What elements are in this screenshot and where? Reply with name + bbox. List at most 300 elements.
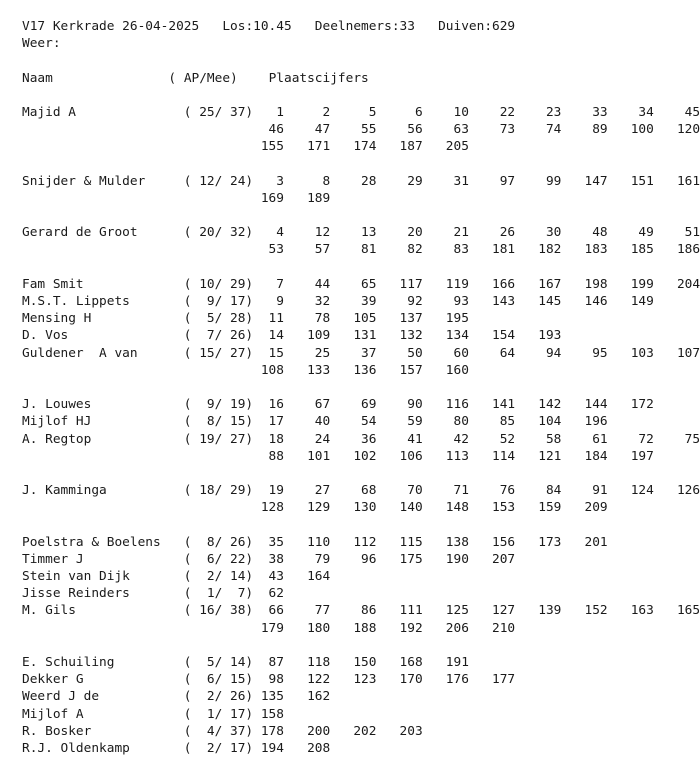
position-value: 90 [376, 397, 423, 413]
entry-ap-mee: ( 2/ 26) [183, 689, 254, 705]
position-value: 165 [653, 603, 700, 619]
position-value: 125 [422, 603, 469, 619]
position-value: 110 [283, 534, 331, 550]
position-value: 57 [283, 242, 331, 258]
pigeons-count: Duiven:629 [438, 19, 516, 34]
entry-positions [253, 621, 515, 636]
entry-positions [253, 225, 700, 240]
entry-name: Mijlof A [22, 706, 184, 722]
entry-positions [253, 294, 654, 309]
position-value: 195 [422, 311, 469, 327]
position-value: 133 [283, 362, 331, 378]
entry-positions [253, 552, 515, 567]
position-value: 67 [283, 397, 331, 413]
position-value: 199 [607, 276, 654, 292]
position-value: 106 [376, 448, 423, 464]
blank-line [22, 52, 700, 69]
position-value: 1 [253, 104, 284, 120]
race-title: V17 Kerkrade 26-04-2025 [22, 19, 200, 34]
entry-ap-mee: ( 8/ 15) [183, 414, 254, 430]
position-value: 194 [253, 740, 284, 756]
entry-positions [253, 242, 700, 257]
position-value: 128 [253, 500, 284, 516]
position-value: 47 [283, 122, 331, 138]
position-value: 95 [561, 345, 608, 361]
position-value: 124 [607, 483, 654, 499]
entry-positions [253, 432, 700, 447]
position-value: 138 [422, 534, 469, 550]
position-value: 34 [607, 104, 654, 120]
entry-name: Jisse Reinders [22, 586, 184, 602]
entry-ap-mee: ( 1/ 17) [183, 706, 254, 722]
entry-row [22, 224, 700, 241]
position-value: 15 [253, 345, 284, 361]
position-value: 147 [561, 173, 608, 189]
position-value: 188 [330, 620, 377, 636]
entry-positions [253, 191, 330, 206]
position-value: 177 [468, 672, 516, 688]
entry-row [22, 310, 700, 327]
position-value: 86 [330, 603, 377, 619]
position-value: 197 [607, 448, 654, 464]
entry-name: R. Bosker [22, 723, 184, 739]
position-value: 173 [515, 534, 562, 550]
position-value: 58 [515, 431, 562, 447]
position-value: 140 [376, 500, 423, 516]
position-value: 62 [253, 586, 284, 602]
position-value: 136 [330, 362, 377, 378]
position-value: 203 [376, 723, 423, 739]
entry-name: Snijder & Mulder [22, 173, 184, 189]
col-apmee-header: ( AP/Mee) [168, 70, 238, 86]
entry-positions [253, 363, 469, 378]
position-value: 76 [468, 483, 516, 499]
entry-row [22, 602, 700, 619]
blank-line [22, 259, 700, 276]
entry-ap-mee: ( 1/ 7) [183, 586, 254, 602]
position-value: 167 [515, 276, 562, 292]
position-value: 26 [468, 225, 516, 241]
position-value: 201 [561, 534, 608, 550]
position-value: 107 [653, 345, 700, 361]
position-value: 148 [422, 500, 469, 516]
position-value: 71 [422, 483, 469, 499]
position-value: 7 [253, 276, 284, 292]
position-value: 142 [515, 397, 562, 413]
position-value: 4 [253, 225, 284, 241]
participants-count: Deelnemers:33 [314, 19, 415, 34]
position-value: 114 [468, 448, 516, 464]
position-value: 117 [376, 276, 423, 292]
position-value: 65 [330, 276, 377, 292]
position-value: 75 [653, 431, 700, 447]
position-value: 129 [283, 500, 331, 516]
position-value: 155 [253, 139, 284, 155]
entry-row [22, 293, 700, 310]
position-value: 72 [607, 431, 654, 447]
position-value: 89 [561, 122, 608, 138]
position-value: 29 [376, 173, 423, 189]
position-value: 69 [330, 397, 377, 413]
position-value: 11 [253, 311, 284, 327]
entry-name: J. Kamminga [22, 483, 184, 499]
position-value: 174 [330, 139, 377, 155]
position-value: 168 [376, 654, 423, 670]
position-value: 120 [653, 122, 700, 138]
entry-name: Weerd J de [22, 689, 184, 705]
entry-ap-mee: ( 2/ 17) [183, 740, 254, 756]
entry-name: Majid A [22, 104, 184, 120]
position-value: 36 [330, 431, 377, 447]
entry-positions [253, 655, 469, 670]
entry-row [22, 345, 700, 362]
entry-name: M.S.T. Lippets [22, 294, 184, 309]
position-value: 19 [253, 483, 284, 499]
position-value: 184 [561, 448, 608, 464]
entry-row [22, 482, 700, 499]
position-value: 13 [330, 225, 377, 241]
position-value: 28 [330, 173, 377, 189]
position-value: 31 [422, 173, 469, 189]
position-value: 159 [515, 500, 562, 516]
position-value: 191 [422, 654, 469, 670]
entry-positions [253, 586, 284, 601]
position-value: 150 [330, 654, 377, 670]
position-value: 40 [283, 414, 331, 430]
position-value: 9 [253, 294, 284, 309]
entry-name: Timmer J [22, 551, 184, 567]
position-value: 178 [253, 723, 284, 739]
entry-positions [253, 328, 561, 343]
position-value: 35 [253, 534, 284, 550]
entry-positions [253, 535, 607, 550]
position-value: 118 [283, 654, 331, 670]
position-value: 193 [515, 328, 562, 344]
position-value: 79 [283, 551, 331, 567]
position-value: 84 [515, 483, 562, 499]
position-value: 123 [330, 672, 377, 688]
position-value: 156 [468, 534, 516, 550]
entry-ap-mee: ( 4/ 37) [183, 723, 254, 739]
position-value: 171 [283, 139, 331, 155]
blank-line [22, 156, 700, 173]
position-value: 210 [468, 620, 516, 636]
entry-ap-mee: ( 7/ 26) [183, 328, 254, 344]
position-value: 122 [283, 672, 331, 688]
position-value: 80 [422, 414, 469, 430]
position-value: 100 [607, 122, 654, 138]
position-value: 81 [330, 242, 377, 258]
entry-positions [253, 139, 469, 154]
position-value: 44 [283, 276, 331, 292]
entry-row [22, 585, 700, 602]
entry-row [22, 671, 700, 688]
entry-positions [253, 741, 330, 756]
position-value: 209 [561, 500, 608, 516]
position-value: 17 [253, 414, 284, 430]
entry-positions [253, 105, 700, 120]
position-value: 185 [607, 242, 654, 258]
position-value: 131 [330, 328, 377, 344]
position-value: 134 [422, 328, 469, 344]
position-value: 162 [283, 689, 331, 705]
blank-line [22, 87, 700, 104]
blank-line [22, 379, 700, 396]
position-value: 74 [515, 122, 562, 138]
entry-name: R.J. Oldenkamp [22, 740, 184, 756]
entry-ap-mee: ( 8/ 26) [183, 534, 254, 550]
position-value: 206 [422, 620, 469, 636]
position-value: 99 [515, 173, 562, 189]
position-value: 78 [283, 311, 331, 327]
position-value: 175 [376, 551, 423, 567]
entry-row-continued [22, 620, 700, 637]
blank-line [22, 637, 700, 654]
entry-name: Gerard de Groot [22, 225, 184, 241]
entry-positions [253, 277, 700, 292]
position-value: 141 [468, 397, 516, 413]
column-header [22, 70, 700, 87]
col-name-header: Naam [22, 70, 53, 86]
position-value: 154 [468, 328, 516, 344]
position-value: 196 [561, 414, 608, 430]
position-value: 166 [468, 276, 516, 292]
position-value: 30 [515, 225, 562, 241]
entry-row [22, 396, 700, 413]
position-value: 41 [376, 431, 423, 447]
position-value: 63 [422, 122, 469, 138]
position-value: 70 [376, 483, 423, 499]
position-value: 85 [468, 414, 516, 430]
position-value: 149 [607, 294, 654, 309]
entry-ap-mee: ( 9/ 17) [183, 294, 254, 309]
position-value: 108 [253, 362, 284, 378]
position-value: 96 [330, 551, 377, 567]
entry-ap-mee: ( 15/ 27) [183, 345, 254, 361]
position-value: 116 [422, 397, 469, 413]
position-value: 205 [422, 139, 469, 155]
position-value: 39 [330, 294, 377, 309]
position-value: 161 [653, 173, 700, 189]
position-value: 43 [253, 569, 284, 584]
entry-positions [253, 346, 700, 361]
entry-name: D. Vos [22, 328, 184, 344]
position-value: 87 [253, 654, 284, 670]
position-value: 82 [376, 242, 423, 258]
position-value: 113 [422, 448, 469, 464]
entry-positions [253, 483, 700, 498]
position-value: 169 [253, 190, 284, 206]
position-value: 192 [376, 620, 423, 636]
position-value: 77 [283, 603, 331, 619]
entry-ap-mee: ( 20/ 32) [183, 225, 254, 241]
position-value: 157 [376, 362, 423, 378]
position-value: 61 [561, 431, 608, 447]
position-value: 38 [253, 551, 284, 567]
position-value: 45 [653, 104, 700, 120]
entry-positions [253, 414, 607, 429]
position-value: 33 [561, 104, 608, 120]
entry-name: E. Schuiling [22, 654, 184, 670]
position-value: 139 [515, 603, 562, 619]
blank-line [22, 465, 700, 482]
position-value: 94 [515, 345, 562, 361]
entry-ap-mee: ( 5/ 28) [183, 311, 254, 327]
position-value: 186 [653, 242, 700, 258]
position-value: 60 [422, 345, 469, 361]
entry-row-continued [22, 362, 700, 379]
position-value: 10 [422, 104, 469, 120]
entry-row [22, 706, 700, 723]
entry-positions [253, 311, 469, 326]
position-value: 32 [283, 294, 331, 309]
position-value: 119 [422, 276, 469, 292]
entry-row [22, 104, 700, 121]
entry-row [22, 551, 700, 568]
position-value: 151 [607, 173, 654, 189]
position-value: 111 [376, 603, 423, 619]
entry-row-continued [22, 190, 700, 207]
position-value: 24 [283, 431, 331, 447]
position-value: 50 [376, 345, 423, 361]
weather-label: Weer: [22, 36, 61, 52]
col-positions-header: Plaatscijfers [268, 70, 369, 86]
entry-name: A. Regtop [22, 431, 184, 447]
position-value: 20 [376, 225, 423, 241]
position-value: 92 [376, 294, 423, 309]
entry-ap-mee: ( 9/ 19) [183, 397, 254, 413]
entry-row [22, 173, 700, 190]
position-value: 207 [468, 551, 516, 567]
position-value: 27 [283, 483, 331, 499]
position-value: 73 [468, 122, 516, 138]
position-value: 170 [376, 672, 423, 688]
entry-positions [253, 569, 330, 584]
entry-row-continued [22, 121, 700, 138]
entries-list [22, 104, 700, 757]
entry-row [22, 688, 700, 705]
position-value: 46 [253, 122, 284, 138]
entry-ap-mee: ( 10/ 29) [183, 276, 254, 292]
entry-row [22, 276, 700, 293]
entry-row-continued [22, 138, 700, 155]
position-value: 164 [283, 569, 331, 584]
position-value: 16 [253, 397, 284, 413]
position-value: 172 [607, 397, 654, 413]
position-value: 55 [330, 122, 377, 138]
position-value: 56 [376, 122, 423, 138]
position-value: 130 [330, 500, 377, 516]
entry-positions [253, 174, 700, 189]
position-value: 200 [283, 723, 331, 739]
release-time: Los:10.45 [222, 19, 292, 34]
entry-name: Guldener A van [22, 345, 184, 361]
position-value: 88 [253, 448, 284, 464]
position-value: 91 [561, 483, 608, 499]
blank-line [22, 516, 700, 533]
position-value: 101 [283, 448, 331, 464]
position-value: 37 [330, 345, 377, 361]
position-value: 52 [468, 431, 516, 447]
position-value: 143 [468, 294, 516, 309]
position-value: 93 [422, 294, 469, 309]
position-value: 163 [607, 603, 654, 619]
position-value: 183 [561, 242, 608, 258]
entry-name: Fam Smit [22, 276, 184, 292]
position-value: 14 [253, 328, 284, 344]
position-value: 146 [561, 294, 608, 309]
entry-row-continued [22, 448, 700, 465]
position-value: 5 [330, 104, 377, 120]
entry-positions [253, 397, 654, 412]
entry-positions [253, 672, 515, 687]
position-value: 182 [515, 242, 562, 258]
entry-name: Dekker G [22, 672, 184, 688]
entry-name: J. Louwes [22, 397, 184, 413]
position-value: 42 [422, 431, 469, 447]
position-value: 202 [330, 723, 377, 739]
position-value: 137 [376, 311, 423, 327]
entry-positions [253, 603, 700, 618]
position-value: 115 [376, 534, 423, 550]
position-value: 3 [253, 173, 284, 189]
position-value: 102 [330, 448, 377, 464]
position-value: 21 [422, 225, 469, 241]
entry-row [22, 327, 700, 344]
results-document [22, 18, 700, 757]
position-value: 144 [561, 397, 608, 413]
position-value: 208 [283, 740, 331, 756]
position-value: 51 [653, 225, 700, 241]
entry-ap-mee: ( 19/ 27) [183, 431, 254, 447]
entry-positions [253, 122, 700, 137]
position-value: 198 [561, 276, 608, 292]
entry-ap-mee: ( 6/ 22) [183, 551, 254, 567]
entry-name: M. Gils [22, 603, 184, 619]
entry-ap-mee: ( 25/ 37) [183, 104, 254, 120]
position-value: 127 [468, 603, 516, 619]
entry-ap-mee: ( 2/ 14) [183, 569, 254, 584]
weather-line [22, 35, 700, 52]
position-value: 181 [468, 242, 516, 258]
entry-positions [253, 449, 654, 464]
header-line [22, 18, 700, 35]
position-value: 22 [468, 104, 516, 120]
entry-name: Poelstra & Boelens [22, 534, 184, 550]
position-value: 103 [607, 345, 654, 361]
position-value: 109 [283, 328, 331, 344]
entry-name: Mijlof HJ [22, 414, 184, 430]
entry-ap-mee: ( 12/ 24) [183, 173, 254, 189]
entry-row-continued [22, 499, 700, 516]
position-value: 49 [607, 225, 654, 241]
entry-name: Mensing H [22, 311, 184, 327]
position-value: 105 [330, 311, 377, 327]
position-value: 112 [330, 534, 377, 550]
position-value: 189 [283, 190, 331, 206]
position-value: 25 [283, 345, 331, 361]
entry-row [22, 654, 700, 671]
entry-row [22, 568, 700, 585]
entry-ap-mee: ( 16/ 38) [183, 603, 254, 619]
entry-positions [253, 724, 423, 739]
position-value: 121 [515, 448, 562, 464]
entry-row [22, 413, 700, 430]
entry-row [22, 740, 700, 757]
position-value: 160 [422, 362, 469, 378]
position-value: 54 [330, 414, 377, 430]
position-value: 8 [283, 173, 331, 189]
